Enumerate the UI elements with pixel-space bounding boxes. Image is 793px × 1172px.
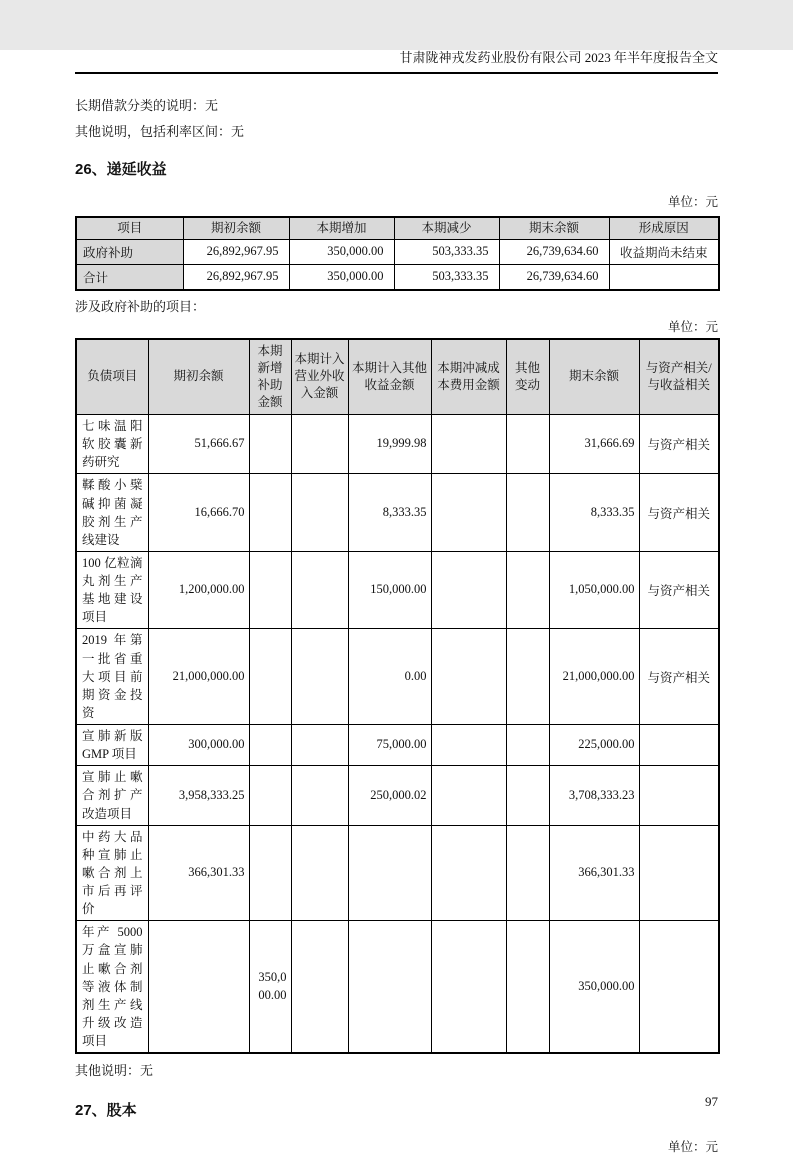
cell-project: 宣肺新版 GMP 项目 bbox=[76, 725, 148, 766]
cell-related-type bbox=[639, 825, 719, 921]
deferred-income-table bbox=[75, 216, 720, 291]
cell-value bbox=[291, 415, 348, 474]
cell-value: 300,000.00 bbox=[148, 725, 249, 766]
cell-value: 31,666.69 bbox=[549, 415, 639, 474]
note-long-term-loan: 长期借款分类的说明：无 bbox=[75, 98, 219, 113]
cell-value: 51,666.67 bbox=[148, 415, 249, 474]
cell-value bbox=[249, 474, 291, 552]
column-header: 负债项目 bbox=[76, 339, 148, 415]
cell-related-type: 与资产相关 bbox=[639, 629, 719, 725]
unit-label: 单位：元 bbox=[667, 319, 718, 334]
cell-value: 503,333.35 bbox=[394, 239, 499, 264]
cell-value bbox=[506, 629, 549, 725]
column-header: 本期计入营业外收入金额 bbox=[291, 339, 348, 415]
cell-value bbox=[291, 474, 348, 552]
cell-value bbox=[348, 921, 431, 1053]
cell-value: 350,000.00 bbox=[549, 921, 639, 1053]
cell-value bbox=[506, 825, 549, 921]
cell-value bbox=[506, 551, 549, 629]
cell-value bbox=[431, 629, 506, 725]
column-header: 期末余额 bbox=[549, 339, 639, 415]
cell-value bbox=[431, 474, 506, 552]
cell-value bbox=[291, 629, 348, 725]
column-header: 本期新增补助金额 bbox=[249, 339, 291, 415]
cell-value: 366,301.33 bbox=[549, 825, 639, 921]
column-header: 本期增加 bbox=[289, 217, 394, 239]
cell-value: 8,333.35 bbox=[549, 474, 639, 552]
cell-value: 350,000.00 bbox=[289, 264, 394, 290]
table-row bbox=[76, 415, 719, 474]
cell-value: 8,333.35 bbox=[348, 474, 431, 552]
cell-value: 26,892,967.95 bbox=[183, 264, 289, 290]
cell-item: 政府补助 bbox=[76, 239, 183, 264]
cell-value bbox=[431, 825, 506, 921]
cell-value bbox=[249, 415, 291, 474]
unit-label: 单位：元 bbox=[667, 1140, 718, 1155]
cell-value bbox=[431, 921, 506, 1053]
column-header: 本期计入其他收益金额 bbox=[348, 339, 431, 415]
cell-value bbox=[291, 766, 348, 825]
cell-value: 503,333.35 bbox=[394, 264, 499, 290]
table-row bbox=[76, 629, 719, 725]
note-other-bottom: 其他说明：无 bbox=[75, 1063, 154, 1079]
cell-related-type: 与资产相关 bbox=[639, 474, 719, 552]
table-row bbox=[76, 766, 719, 825]
table-row bbox=[76, 264, 719, 290]
cell-value bbox=[506, 415, 549, 474]
cell-value bbox=[249, 629, 291, 725]
cell-related-type bbox=[639, 921, 719, 1053]
column-header: 与资产相关/与收益相关 bbox=[639, 339, 719, 415]
cell-reason: 收益期尚未结束 bbox=[609, 239, 719, 264]
cell-related-type: 与资产相关 bbox=[639, 551, 719, 629]
cell-value: 21,000,000.00 bbox=[549, 629, 639, 725]
cell-value bbox=[431, 551, 506, 629]
section-title-deferred-income: 26、递延收益 bbox=[75, 161, 167, 178]
cell-project: 鞣酸小檗碱抑菌凝胶剂生产线建设 bbox=[76, 474, 148, 552]
cell-value: 75,000.00 bbox=[348, 725, 431, 766]
column-header: 本期冲减成本费用金额 bbox=[431, 339, 506, 415]
cell-value: 3,958,333.25 bbox=[148, 766, 249, 825]
cell-value bbox=[291, 725, 348, 766]
table-row bbox=[76, 825, 719, 921]
table-row bbox=[76, 551, 719, 629]
cell-reason bbox=[609, 264, 719, 290]
table-header-row bbox=[76, 339, 719, 415]
cell-related-type: 与资产相关 bbox=[639, 415, 719, 474]
cell-value bbox=[249, 825, 291, 921]
table-row bbox=[76, 239, 719, 264]
cell-value: 350,000.00 bbox=[289, 239, 394, 264]
cell-project: 中药大品种宣肺止嗽合剂上市后再评价 bbox=[76, 825, 148, 921]
column-header: 形成原因 bbox=[609, 217, 719, 239]
unit-label: 单位：元 bbox=[667, 195, 718, 209]
cell-value bbox=[431, 725, 506, 766]
column-header: 本期减少 bbox=[394, 217, 499, 239]
cell-project: 七味温阳软胶囊新药研究 bbox=[76, 415, 148, 474]
cell-value: 150,000.00 bbox=[348, 551, 431, 629]
cell-value bbox=[348, 825, 431, 921]
cell-value bbox=[291, 825, 348, 921]
cell-value: 1,200,000.00 bbox=[148, 551, 249, 629]
page-header-title: 甘肃陇神戎发药业股份有限公司 2023 年半年度报告全文 bbox=[75, 50, 718, 74]
cell-value bbox=[506, 725, 549, 766]
cell-value: 0.00 bbox=[348, 629, 431, 725]
cell-value bbox=[291, 921, 348, 1053]
cell-value: 26,892,967.95 bbox=[183, 239, 289, 264]
government-subsidy-table bbox=[75, 338, 720, 1055]
cell-item: 合计 bbox=[76, 264, 183, 290]
cell-value bbox=[249, 725, 291, 766]
cell-value bbox=[249, 551, 291, 629]
note-subsidy-projects: 涉及政府补助的项目： bbox=[75, 298, 206, 314]
column-header: 项目 bbox=[76, 217, 183, 239]
cell-value: 366,301.33 bbox=[148, 825, 249, 921]
cell-related-type bbox=[639, 766, 719, 825]
cell-value bbox=[291, 551, 348, 629]
note-other-rate: 其他说明，包括利率区间：无 bbox=[75, 124, 245, 139]
table-header-row bbox=[76, 217, 719, 239]
cell-value bbox=[506, 474, 549, 552]
cell-value: 19,999.98 bbox=[348, 415, 431, 474]
cell-value: 225,000.00 bbox=[549, 725, 639, 766]
table-row bbox=[76, 474, 719, 552]
cell-value bbox=[431, 766, 506, 825]
cell-value: 16,666.70 bbox=[148, 474, 249, 552]
cell-value: 250,000.02 bbox=[348, 766, 431, 825]
cell-project: 年产 5000 万盒宣肺止嗽合剂等液体制剂生产线升级改造项目 bbox=[76, 921, 148, 1053]
column-header: 期末余额 bbox=[499, 217, 609, 239]
cell-project: 2019 年第一批省重大项目前期资金投资 bbox=[76, 629, 148, 725]
cell-project: 宣肺止嗽合剂扩产改造项目 bbox=[76, 766, 148, 825]
cell-value bbox=[249, 766, 291, 825]
report-page bbox=[0, 50, 793, 1172]
page-number: 97 bbox=[705, 1094, 718, 1109]
cell-value bbox=[506, 921, 549, 1053]
table-row bbox=[76, 725, 719, 766]
cell-value bbox=[148, 921, 249, 1053]
cell-value bbox=[506, 766, 549, 825]
cell-value: 1,050,000.00 bbox=[549, 551, 639, 629]
cell-related-type bbox=[639, 725, 719, 766]
cell-value: 350,000.00 bbox=[249, 921, 291, 1053]
table-row bbox=[76, 921, 719, 1053]
cell-value: 26,739,634.60 bbox=[499, 239, 609, 264]
cell-project: 100 亿粒滴丸剂生产基地建设项目 bbox=[76, 551, 148, 629]
section-title-share-capital: 27、股本 bbox=[75, 1102, 137, 1120]
cell-value: 3,708,333.23 bbox=[549, 766, 639, 825]
cell-value bbox=[431, 415, 506, 474]
column-header: 期初余额 bbox=[183, 217, 289, 239]
cell-value: 21,000,000.00 bbox=[148, 629, 249, 725]
cell-value: 26,739,634.60 bbox=[499, 264, 609, 290]
column-header: 期初余额 bbox=[148, 339, 249, 415]
column-header: 其他变动 bbox=[506, 339, 549, 415]
